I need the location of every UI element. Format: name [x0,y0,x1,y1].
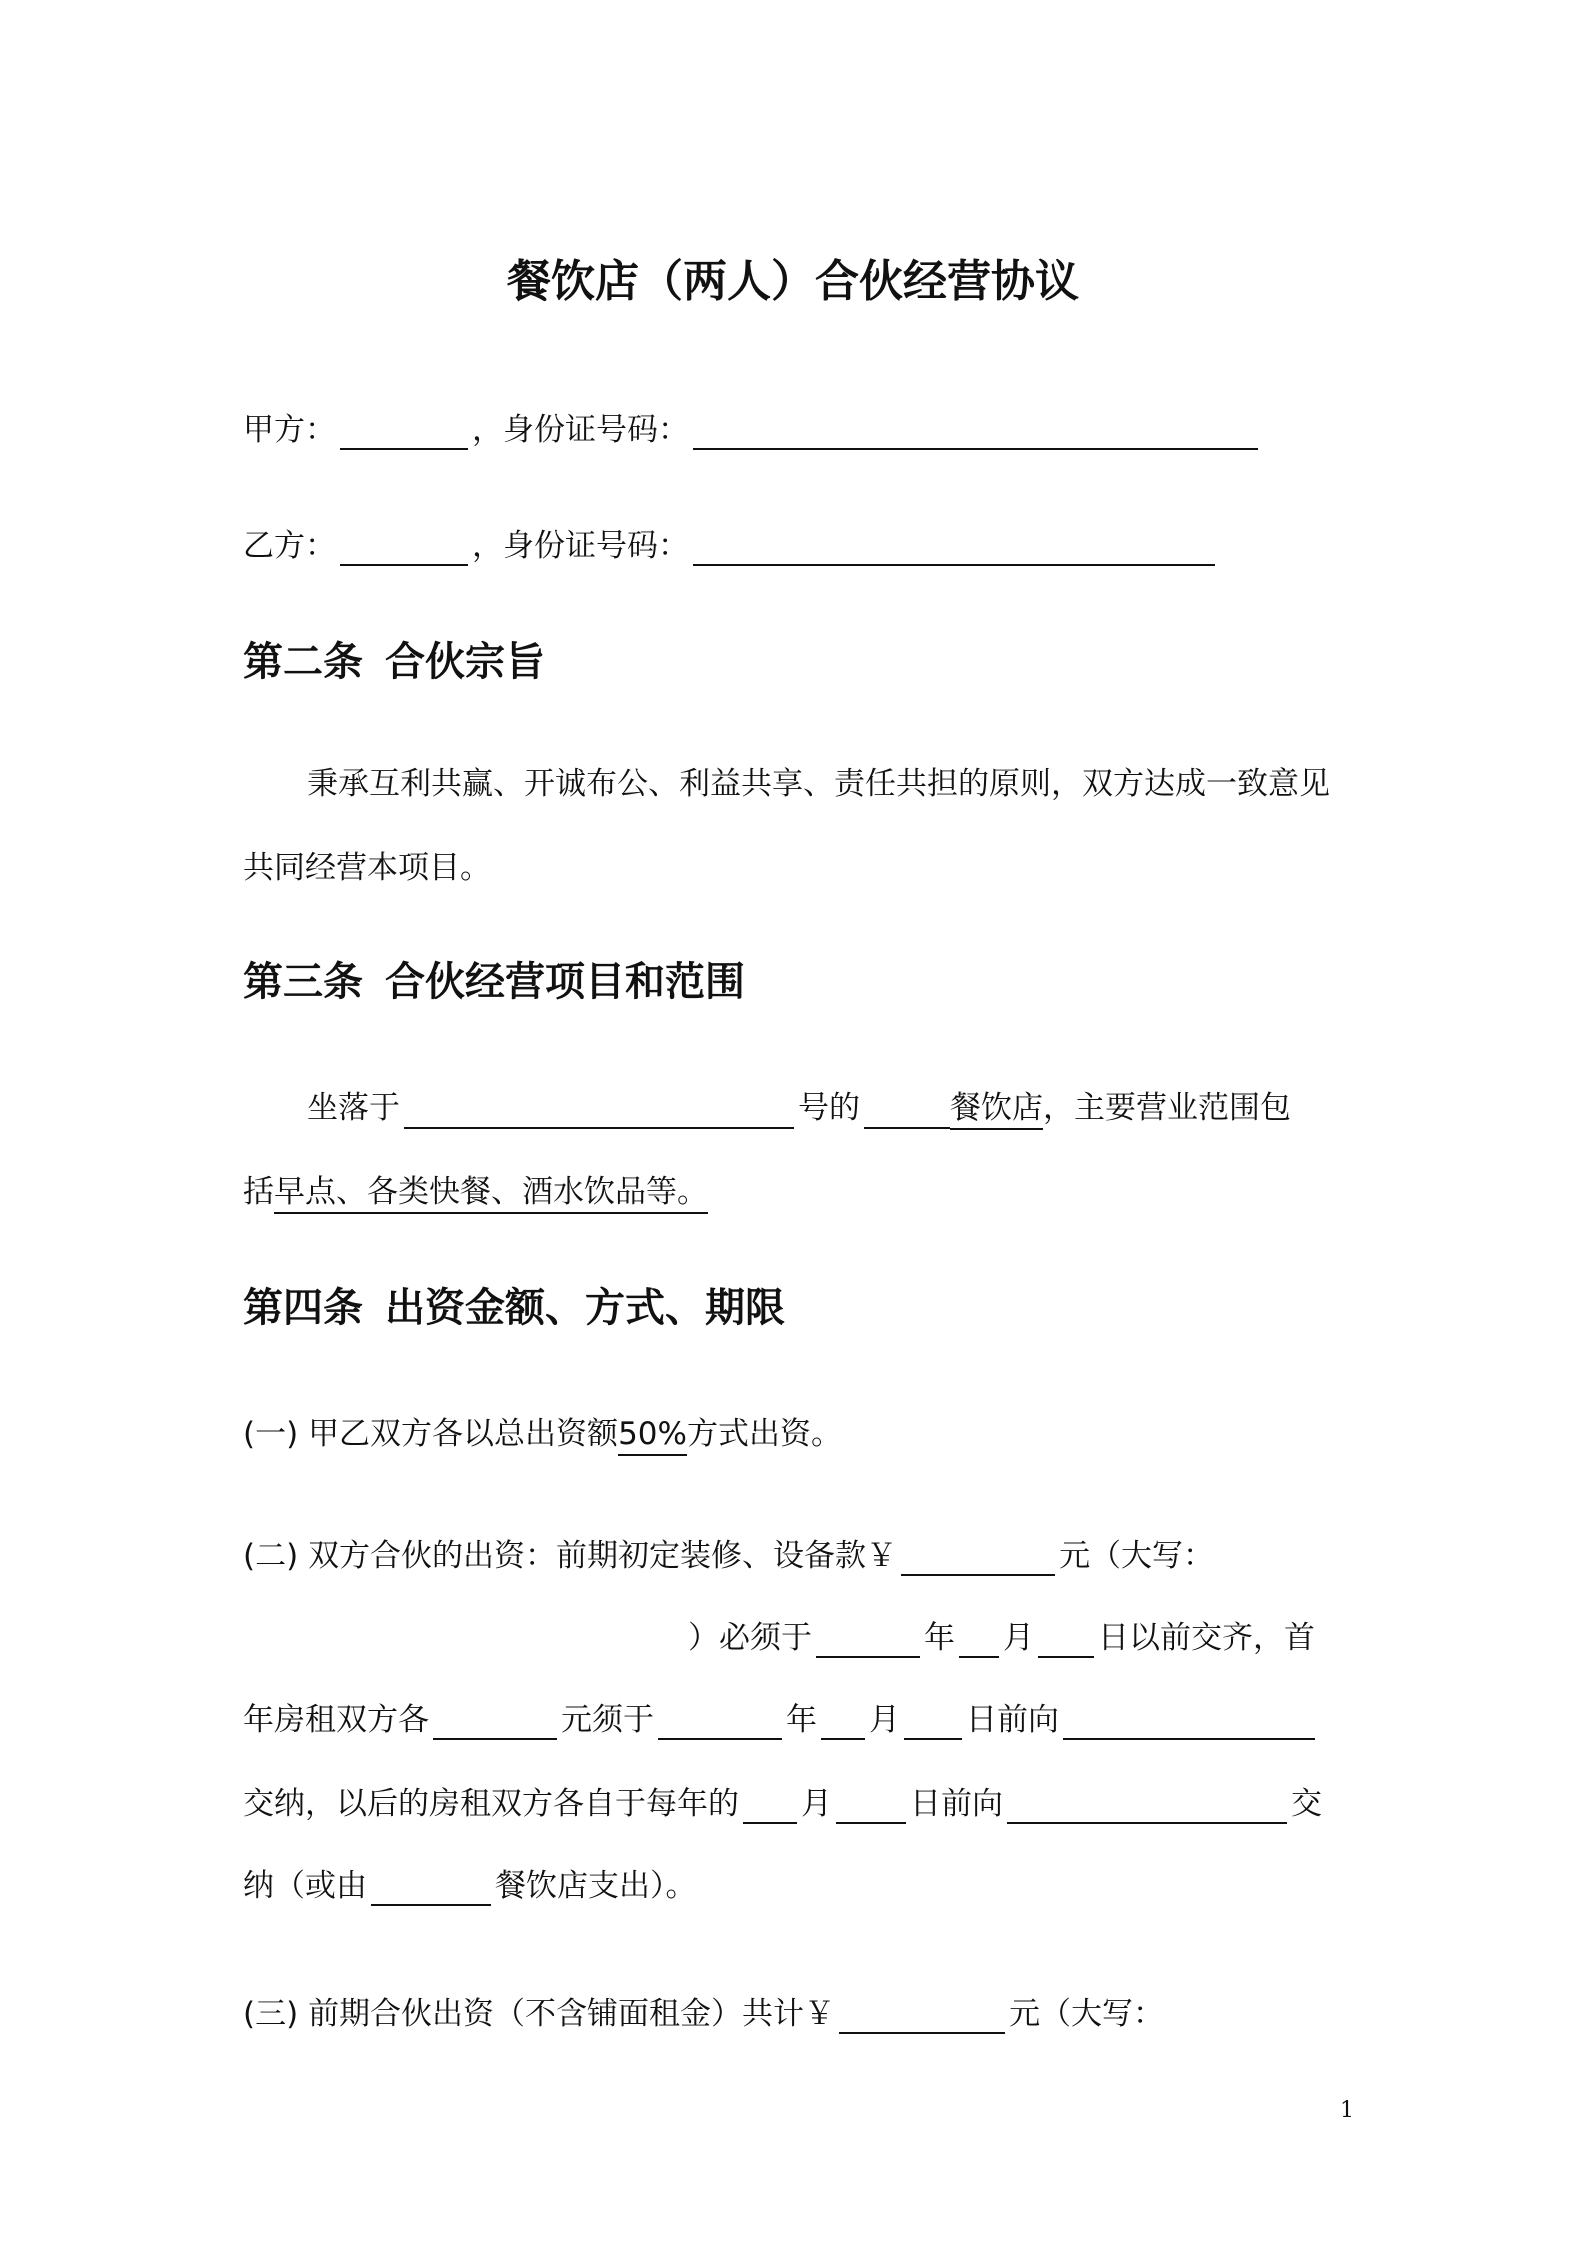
scope-start-text: ，主要营业范围包 [1043,1090,1291,1126]
item-2-line2 [688,1618,1315,1658]
rent-each-text: 年房租双方各 [243,1702,429,1738]
party-b-line [243,526,1219,566]
equipment-amount-blank[interactable] [901,1542,1055,1576]
party-a-label: 甲方： [243,412,336,448]
item-3-text-b: 元（大写： [1009,1996,1165,2032]
article-4-number: 第四条 [243,1285,363,1331]
item-1-percent: 50% [618,1416,687,1456]
day-before-to-text: 日前向 [910,1786,1003,1822]
article-2-number: 第二条 [243,639,363,685]
party-a-name-blank[interactable] [340,416,468,450]
party-a-id-blank[interactable] [693,416,1258,450]
yuan-due-text: 元须于 [561,1702,654,1738]
rent-day-blank[interactable] [904,1706,962,1740]
day-before-to-text: 日前向 [966,1702,1059,1738]
article-2-title: 合伙宗旨 [385,639,545,685]
rent-payee-blank[interactable] [1063,1706,1315,1740]
party-b-id-blank[interactable] [693,532,1215,566]
item-3-text-a: 前期合伙出资（不含铺面租金）共计￥ [308,1996,836,2032]
article-3-text-line2 [243,1172,708,1212]
day-before-text: 日以前交齐，首 [1098,1620,1315,1656]
party-b-id-label: ，身份证号码： [472,528,689,564]
rent-year-blank[interactable] [658,1706,782,1740]
article-3-title: 合伙经营项目和范围 [385,959,745,1005]
item-2-text-a: 双方合伙的出资：前期初定装修、设备款￥ [308,1538,898,1574]
restaurant-expense-text: 餐饮店支出）。 [495,1868,697,1904]
item-2-text-b: 元（大写： [1059,1538,1215,1574]
article-4-title: 出资金额、方式、期限 [385,1285,785,1331]
party-b-label: 乙方： [243,528,336,564]
item-2-line5 [243,1866,697,1906]
number-of-label: 号的 [798,1090,860,1126]
pay-text: 交 [1291,1786,1322,1822]
deadline-month-blank[interactable] [959,1624,999,1658]
item-1-text-b: 方式出资。 [686,1416,842,1452]
item-1-line [243,1414,842,1454]
document-title: 餐饮店（两人）合伙经营协议 [507,256,1079,307]
year-label: 年 [786,1702,817,1738]
later-rent-text: 交纳，以后的房租双方各自于每年的 [243,1786,739,1822]
deadline-day-blank[interactable] [1038,1624,1094,1658]
located-at-label: 坐落于 [307,1090,400,1126]
paying-restaurant-blank[interactable] [371,1872,491,1906]
item-2-line1 [243,1536,1214,1576]
item-2-line2-text: ）必须于 [688,1620,812,1656]
annual-month-blank[interactable] [743,1790,797,1824]
article-2-text-line2: 共同经营本项目。 [243,850,491,886]
item-1-text-a: 甲乙双方各以总出资额 [308,1416,619,1452]
party-a-line [243,410,1262,450]
page-number: 1 [1340,2098,1354,2123]
or-by-text: 纳（或由 [243,1868,367,1904]
item-2-line4 [243,1784,1322,1824]
article-3-text-line1 [307,1088,1291,1129]
scope-items-text: 早点、各类快餐、酒水饮品等。 [274,1174,708,1214]
month-label: 月 [801,1786,832,1822]
scope-kuo-text: 括 [243,1174,274,1210]
party-b-name-blank[interactable] [340,532,468,566]
restaurant-name-blank[interactable] [864,1095,950,1129]
article-2-text-line1: 秉承互利共赢、开诚布公、利益共享、责任共担的原则，双方达成一致意见 [307,766,1330,802]
restaurant-label: 餐饮店 [950,1090,1043,1130]
deadline-year-blank[interactable] [816,1624,920,1658]
item-2-line3 [243,1700,1319,1740]
rent-amount-blank[interactable] [433,1706,557,1740]
month-label: 月 [869,1702,900,1738]
annual-payee-blank[interactable] [1007,1790,1287,1824]
year-label: 年 [924,1620,955,1656]
article-4-heading [243,1282,785,1334]
annual-day-blank[interactable] [836,1790,906,1824]
item-3-label: (三) [243,1996,299,2032]
month-label: 月 [1003,1620,1034,1656]
initial-investment-blank[interactable] [839,2000,1005,2034]
article-3-number: 第三条 [243,959,363,1005]
item-2-label: (二) [243,1538,299,1574]
address-blank[interactable] [404,1095,794,1129]
article-3-heading [243,956,745,1008]
item-3-line [243,1994,1164,2034]
article-2-heading [243,636,545,688]
item-1-label: (一) [243,1416,299,1452]
rent-month-blank[interactable] [821,1706,865,1740]
party-a-id-label: ，身份证号码： [472,412,689,448]
